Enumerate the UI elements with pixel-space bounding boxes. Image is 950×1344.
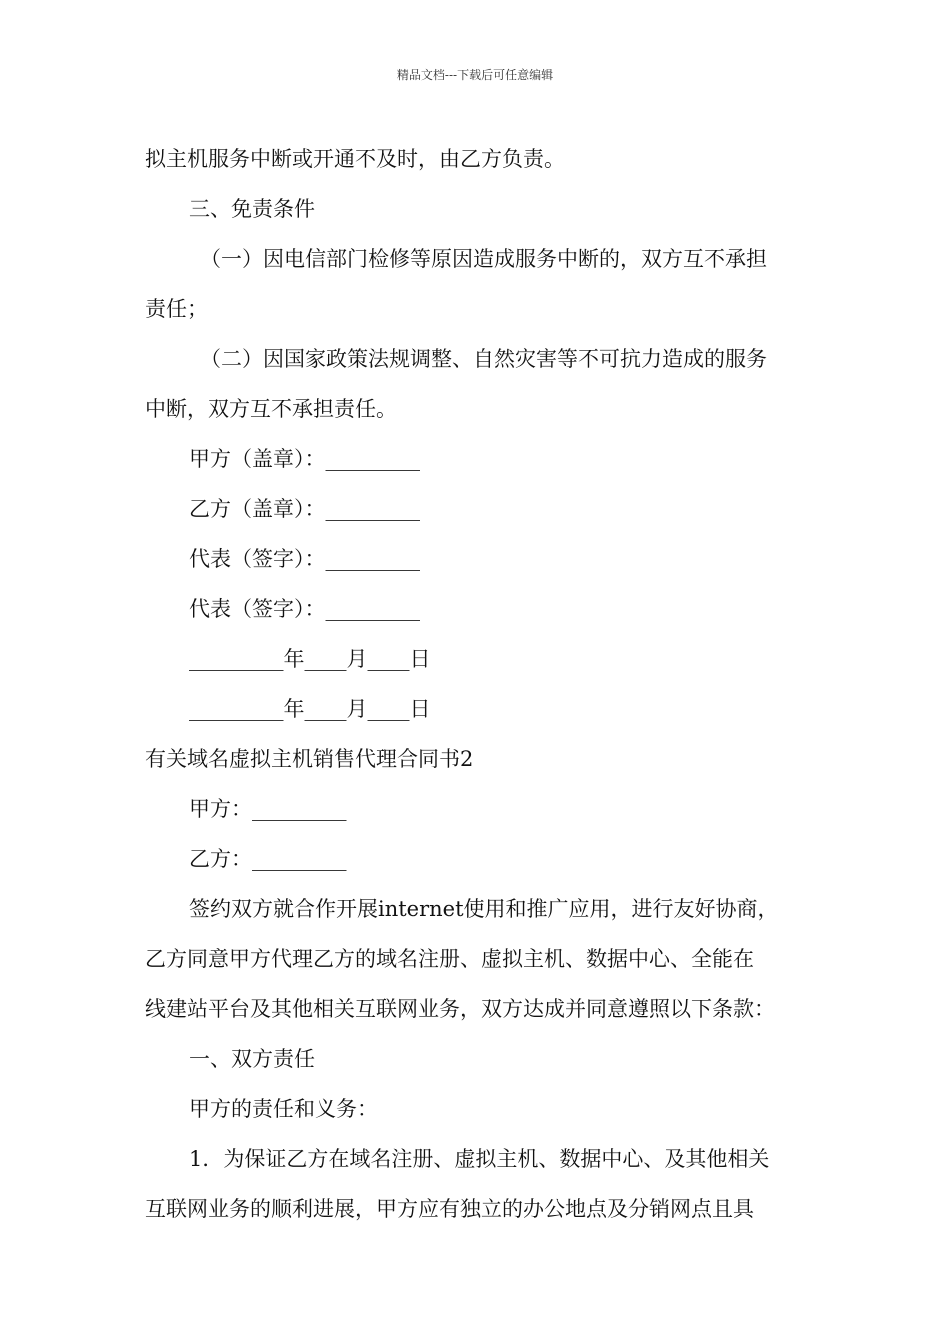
date-line: _________年____月____日: [189, 647, 431, 671]
section-heading: 三、免责条件: [189, 197, 315, 221]
signature-line: 乙方（盖章）：_________: [189, 497, 420, 521]
paragraph-line: 责任；: [145, 297, 208, 321]
subsection-heading: 甲方的责任和义务：: [189, 1097, 378, 1121]
party-line: 甲方：_________: [189, 797, 347, 821]
paragraph-line: （一）因电信部门检修等原因造成服务中断的，双方互不承担: [200, 247, 767, 271]
paragraph-line: （二）因国家政策法规调整、自然灾害等不可抗力造成的服务: [200, 347, 767, 371]
date-line: _________年____月____日: [189, 697, 431, 721]
signature-line: 甲方（盖章）：_________: [189, 447, 420, 471]
paragraph-line: 线建站平台及其他相关互联网业务，双方达成并同意遵照以下条款：: [145, 997, 775, 1021]
signature-line: 代表（签字）：_________: [189, 547, 420, 571]
paragraph-line: 中断，双方互不承担责任。: [145, 397, 397, 421]
document-body: [145, 134, 825, 1234]
paragraph-line: 互联网业务的顺利进展，甲方应有独立的办公地点及分销网点且具: [145, 1197, 754, 1221]
party-line: 乙方：_________: [189, 847, 347, 871]
contract-title: 有关域名虚拟主机销售代理合同书2: [145, 747, 474, 771]
page-header: 精品文档---下载后可任意编辑: [396, 68, 554, 82]
paragraph-line: 签约双方就合作开展internet使用和推广应用，进行友好协商，: [189, 897, 779, 921]
signature-line: 代表（签字）：_________: [189, 597, 420, 621]
paragraph-line: 1．为保证乙方在域名注册、虚拟主机、数据中心、及其他相关: [189, 1147, 770, 1171]
section-heading: 一、双方责任: [189, 1047, 315, 1071]
paragraph-line: 拟主机服务中断或开通不及时，由乙方负责。: [145, 147, 565, 171]
paragraph-line: 乙方同意甲方代理乙方的域名注册、虚拟主机、数据中心、全能在: [145, 947, 754, 971]
